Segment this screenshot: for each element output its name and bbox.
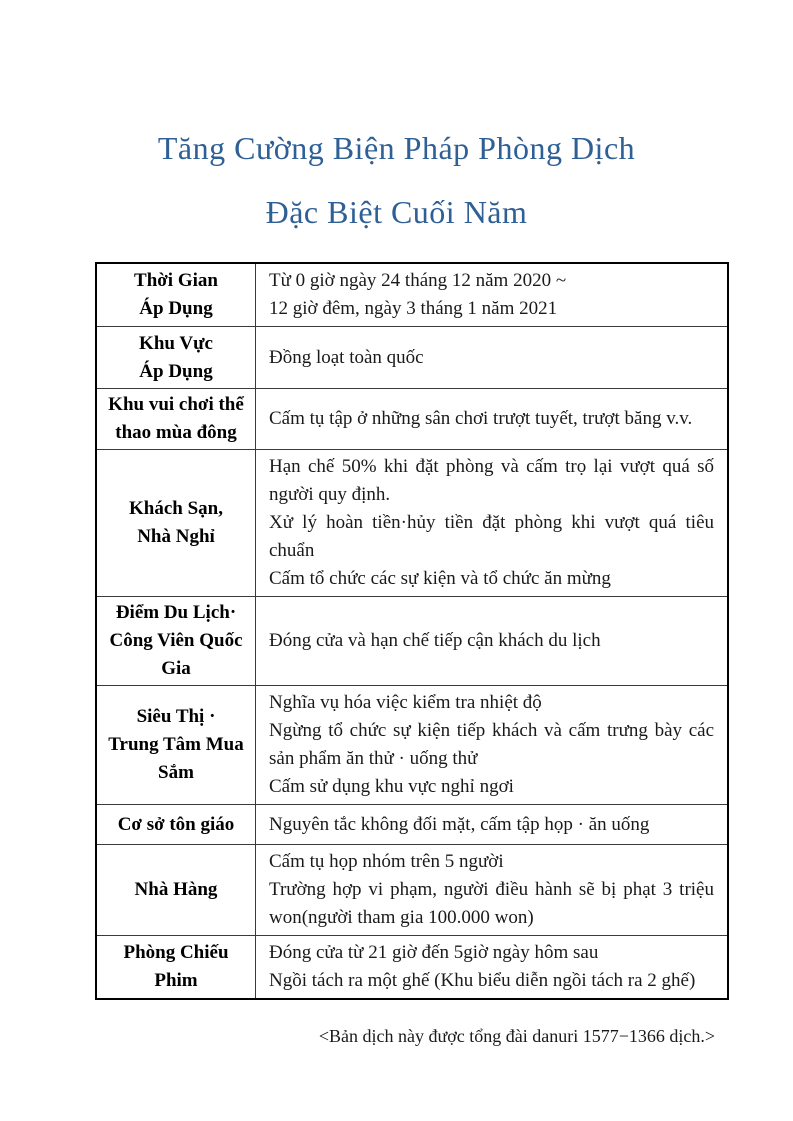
row-category (96, 845, 256, 936)
table-row (96, 805, 728, 845)
row-category (96, 597, 256, 686)
page-title-line2: Đặc Biệt Cuối Năm (265, 194, 528, 230)
measure-paragraph: Xử lý hoàn tiền·hủy tiền đặt phòng khi vượt quá tiêu chuẩn (269, 512, 714, 561)
row-category (96, 450, 256, 597)
row-category-line: Nhà Nghỉ (137, 526, 215, 547)
row-category (96, 263, 256, 327)
row-measures (256, 389, 729, 450)
table-row (96, 597, 728, 686)
measure-paragraph: Đóng cửa từ 21 giờ đến 5giờ ngày hôm sau (269, 942, 599, 963)
translation-note: <Bản dịch này được tổng đài danuri 1577−1366 dịch.> (318, 1026, 715, 1046)
row-measures (256, 263, 729, 327)
measure-paragraph: Cấm tụ tập ở những sân chơi trượt tuyết, trượt băng v.v. (269, 408, 693, 429)
row-category-line: Nhà Hàng (134, 879, 218, 900)
row-category (96, 686, 256, 805)
row-measures (256, 805, 729, 845)
table-row (96, 389, 728, 450)
measure-paragraph: Ngồi tách ra một ghế (Khu biểu diễn ngồi tách ra 2 ghế) (269, 970, 696, 991)
row-category-line: Điểm Du Lịch· (115, 602, 237, 623)
table-row (96, 450, 728, 597)
row-category-line: Trung Tâm Mua Sắm (108, 734, 244, 783)
row-category-line: Cơ sở tôn giáo (117, 813, 235, 835)
table-row (96, 327, 728, 389)
row-category-line: Phim (154, 970, 198, 991)
row-category-line: Khu Vực (139, 332, 213, 354)
table-row (96, 936, 728, 1000)
row-category (96, 805, 256, 845)
measure-paragraph: Cấm tụ họp nhóm trên 5 người (269, 851, 504, 872)
measure-paragraph: 12 giờ đêm, ngày 3 tháng 1 năm 2021 (269, 298, 558, 319)
row-measures (256, 450, 729, 597)
row-category-line: Khu vui chơi thể (108, 394, 244, 415)
row-category-line: Công Viên Quốc Gia (109, 630, 243, 679)
row-measures (256, 845, 729, 936)
row-category (96, 936, 256, 1000)
measure-paragraph: Nguyên tắc không đối mặt, cấm tập họp · ăn uống (269, 813, 650, 835)
row-measures (256, 597, 729, 686)
row-category-line: Khách Sạn, (129, 498, 223, 519)
row-category (96, 327, 256, 389)
measure-paragraph: Cấm tổ chức các sự kiện và tổ chức ăn mừng (269, 568, 611, 589)
measure-paragraph: Đồng loạt toàn quốc (269, 346, 424, 368)
table-row (96, 686, 728, 805)
measures-table (95, 262, 729, 1000)
measure-paragraph: Nghĩa vụ hóa việc kiểm tra nhiệt độ (269, 692, 542, 713)
row-measures (256, 686, 729, 805)
row-category (96, 389, 256, 450)
measure-paragraph: Từ 0 giờ ngày 24 tháng 12 năm 2020 ~ (269, 270, 567, 291)
row-category-line: Áp Dụng (139, 360, 213, 382)
row-category-line: Siêu Thị · (136, 706, 216, 727)
measure-paragraph: Trường hợp vi phạm, người điều hành sẽ bị phạt 3 triệu won(người tham gia 100.000 won) (269, 879, 714, 928)
measure-paragraph: Đóng cửa và hạn chế tiếp cận khách du lịch (269, 630, 601, 651)
row-category-line: thao mùa đông (115, 422, 237, 443)
row-category-line: Phòng Chiếu (123, 942, 229, 963)
row-category-line: Áp Dụng (139, 298, 213, 319)
measures-table-body (96, 263, 728, 999)
table-row (96, 845, 728, 936)
measure-paragraph: Ngừng tổ chức sự kiện tiếp khách và cấm trưng bày các sản phẩm ăn thử · uống thử (269, 720, 714, 769)
row-category-line: Thời Gian (134, 270, 218, 291)
row-measures (256, 936, 729, 1000)
measure-paragraph: Hạn chế 50% khi đặt phòng và cấm trọ lại vượt quá số người quy định. (269, 456, 714, 505)
page-title-line1: Tăng Cường Biện Pháp Phòng Dịch (157, 130, 636, 166)
row-measures (256, 327, 729, 389)
measure-paragraph: Cấm sử dụng khu vực nghỉ ngơi (269, 776, 514, 797)
table-row (96, 263, 728, 327)
